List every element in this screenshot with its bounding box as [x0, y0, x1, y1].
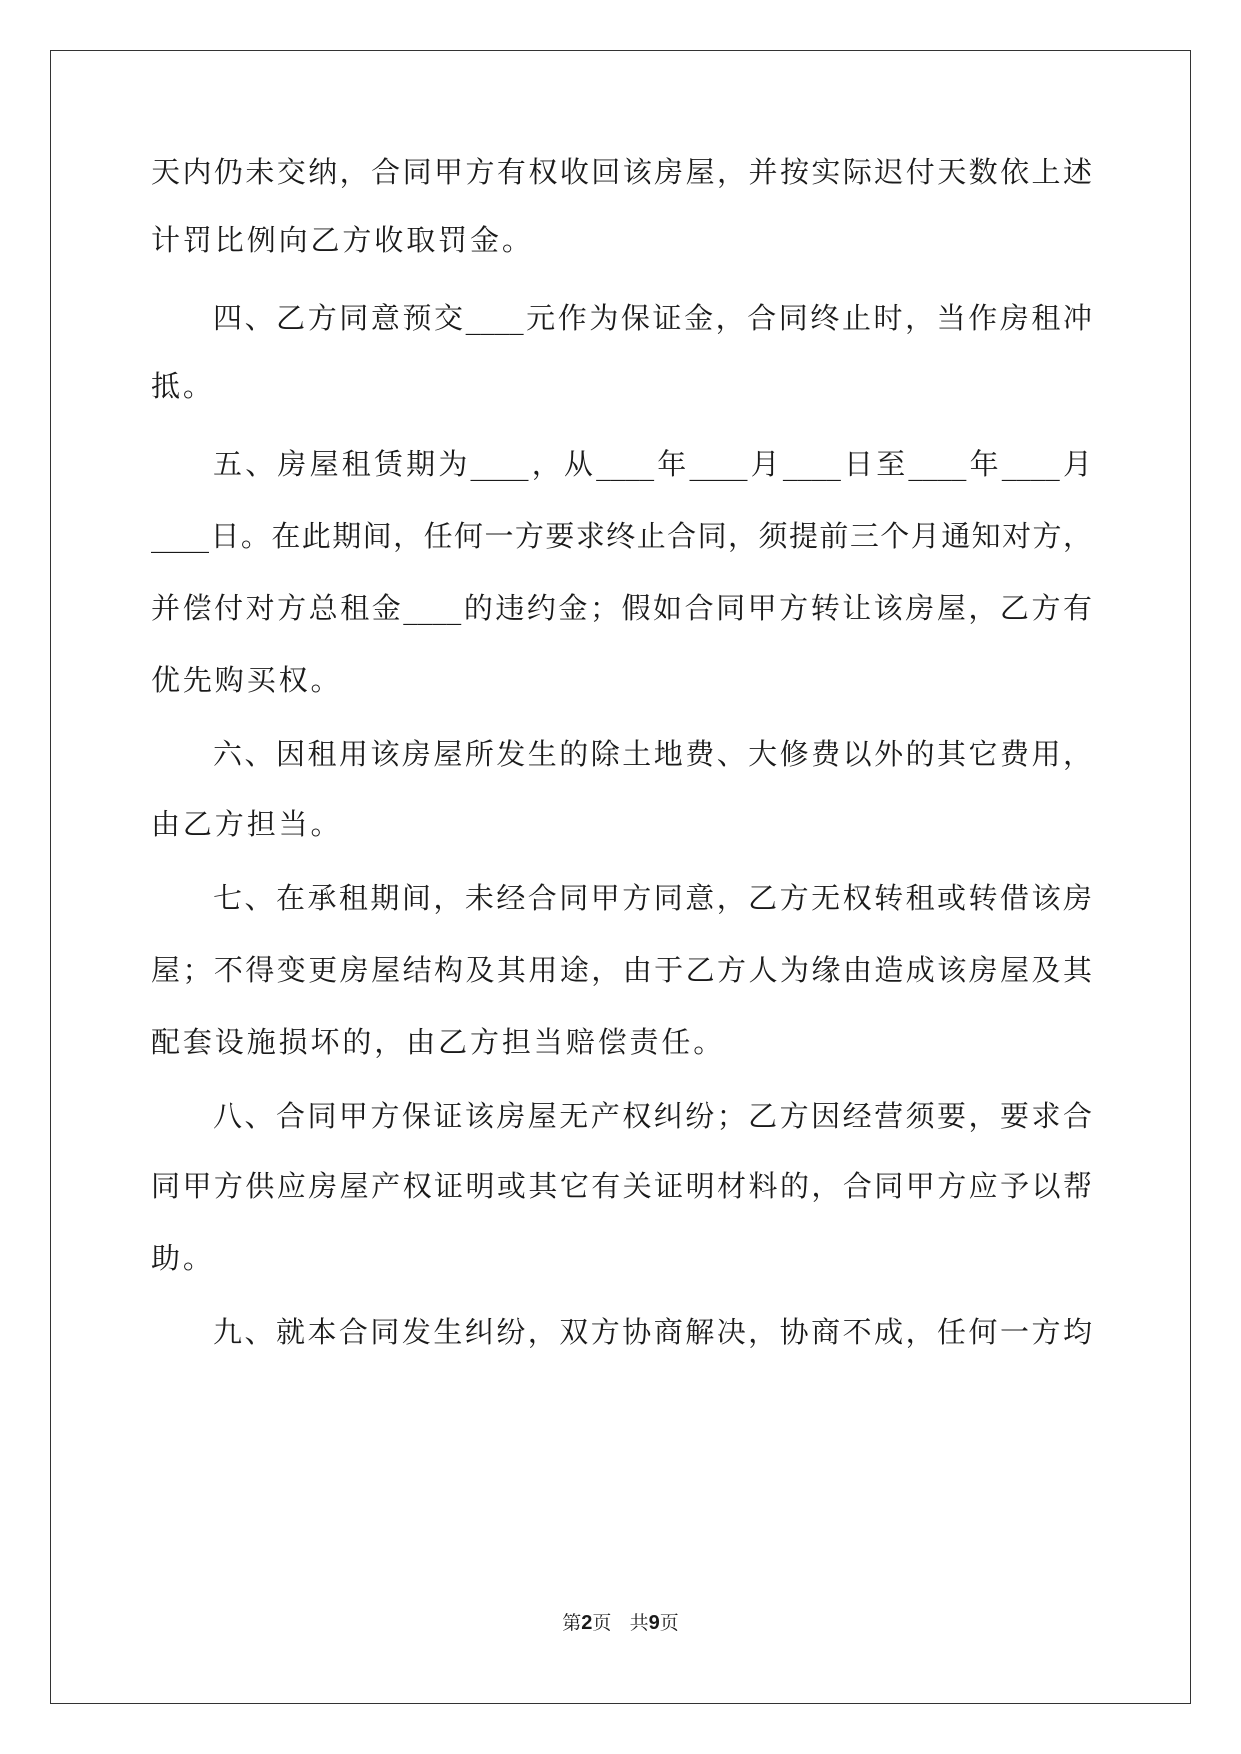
- text-line: ____日。在此期间，任何一方要求终止合同，须提前三个月通知对方，: [151, 519, 1092, 553]
- text-line: 六、因租用该房屋所发生的除土地费、大修费以外的其它费用，: [213, 737, 1092, 771]
- text-line: 天内仍未交纳，合同甲方有权收回该房屋，并按实际迟付天数依上述: [151, 155, 1092, 189]
- total-prefix: 共: [629, 1612, 649, 1634]
- text-line: 屋；不得变更房屋结构及其用途，由于乙方人为缘由造成该房屋及其: [151, 953, 1092, 987]
- text-line: 优先购买权。: [151, 663, 343, 697]
- text-line: 五、房屋租赁期为____，从____年____月____日至____年____月: [213, 447, 1092, 481]
- text-line: 并偿付对方总租金____的违约金；假如合同甲方转让该房屋，乙方有: [151, 591, 1092, 625]
- total-suffix: 页: [659, 1612, 679, 1634]
- text-line: 配套设施损坏的，由乙方担当赔偿责任。: [151, 1025, 726, 1059]
- total-pages-number: 9: [648, 1612, 660, 1634]
- text-line: 七、在承租期间，未经合同甲方同意，乙方无权转租或转借该房: [213, 881, 1092, 915]
- text-line: 同甲方供应房屋产权证明或其它有关证明材料的，合同甲方应予以帮: [151, 1169, 1092, 1203]
- current-page-number: 2: [581, 1612, 593, 1634]
- text-line: 九、就本合同发生纠纷，双方协商解决，协商不成，任何一方均: [213, 1315, 1092, 1349]
- text-line: 助。: [151, 1241, 215, 1275]
- text-line: 四、乙方同意预交____元作为保证金，合同终止时，当作房租冲: [213, 301, 1092, 335]
- text-line: 计罚比例向乙方收取罚金。: [151, 223, 534, 257]
- page-prefix: 第: [562, 1612, 582, 1634]
- text-line: 由乙方担当。: [151, 807, 343, 841]
- text-line: 抵。: [151, 369, 215, 403]
- page-footer: [0, 1611, 1241, 1635]
- text-line: 八、合同甲方保证该房屋无产权纠纷；乙方因经营须要，要求合: [213, 1099, 1092, 1133]
- page-suffix: 页: [592, 1612, 612, 1634]
